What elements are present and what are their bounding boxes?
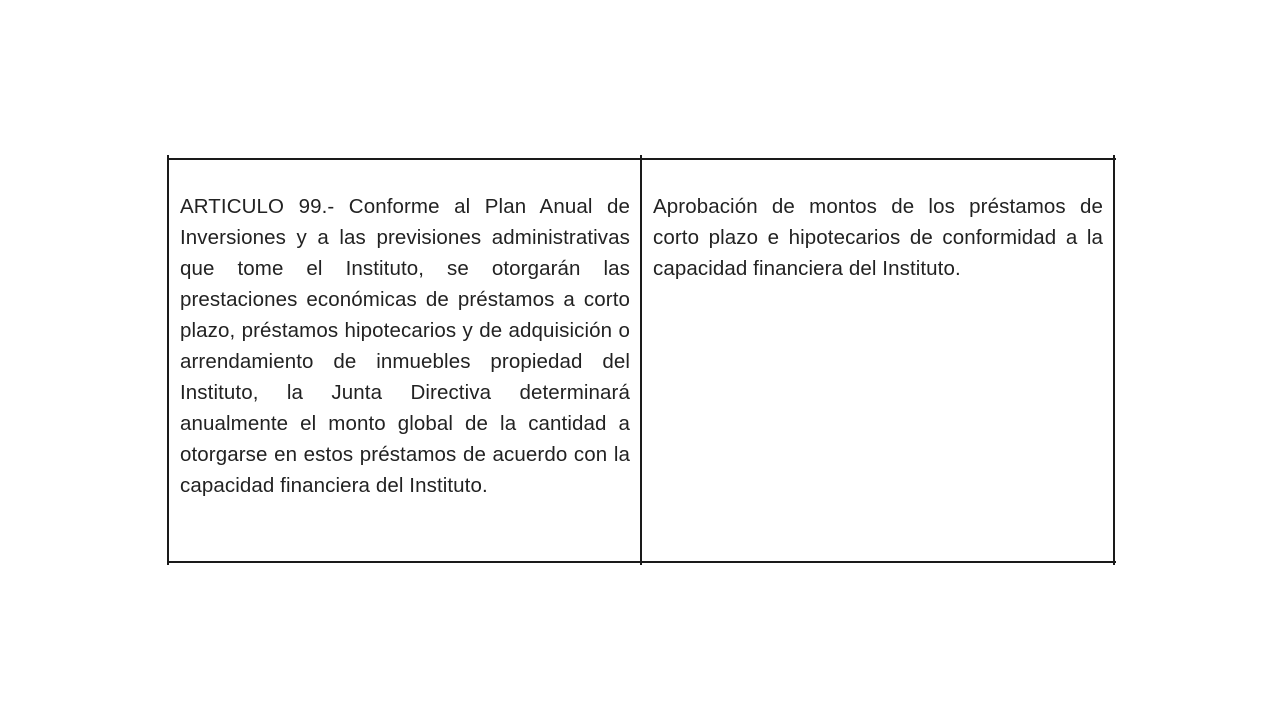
table-column-divider (640, 155, 642, 565)
article-text-cell: ARTICULO 99.- Conforme al Plan Anual de Inversiones y a las previsiones administrativas que tome el Instituto, se otorgarán las prestaciones económicas de préstamos a corto plazo, préstamos hipotecarios y de adquisición o arrendamiento de inmuebles propiedad del Instituto, la Junta Directiva determinará anualmente el monto global de la cantidad a otorgarse en estos préstamos de acuerdo con la capacidad financiera del Instituto. (180, 195, 630, 497)
table-right-border (1113, 155, 1115, 565)
table-left-border (167, 155, 169, 565)
document-table (167, 155, 1116, 565)
summary-text-cell: Aprobación de montos de los préstamos de corto plazo e hipotecarios de conformidad a la capacidad financiera del Instituto. (653, 195, 1103, 280)
